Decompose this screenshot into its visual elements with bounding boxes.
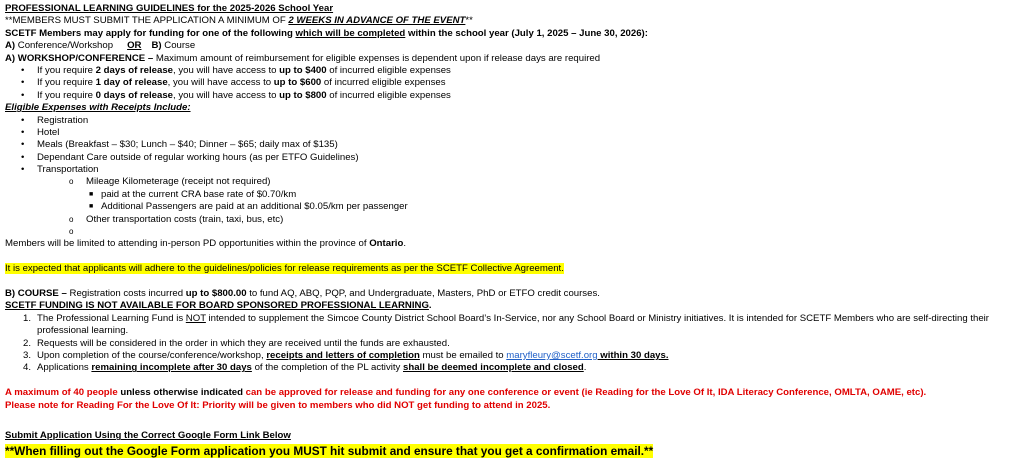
mileage-sub-item <box>5 189 1021 201</box>
numbered-item <box>5 362 1021 374</box>
apply-emphasis: which will be completed <box>295 27 406 39</box>
item-number: 2. <box>23 337 32 349</box>
item-number: 4. <box>23 362 32 374</box>
bullet-text: , you will have access to <box>173 64 280 76</box>
province-name: Ontario <box>369 238 404 250</box>
release-amount: up to $600 <box>273 77 322 89</box>
item-number: 1. <box>23 312 32 324</box>
eligible-item <box>5 139 1021 151</box>
course-amount: up to $800.00 <box>185 287 247 299</box>
members-limit <box>5 238 1021 250</box>
numbered-item <box>5 350 1021 362</box>
section-a-description: Maximum amount of reimbursement for eligible expenses is dependent upon if release days are required <box>153 52 601 64</box>
item-text: Requests will be considered in the order in which they are received until the funds are exhausted. <box>37 337 450 349</box>
section-a-heading <box>5 53 1021 65</box>
empty-list-item <box>5 226 1021 238</box>
eligible-item-label: Meals (Breakfast – $30; Lunch – $40; Dinner – $65; daily max of $135) <box>37 139 338 151</box>
funding-options <box>5 40 1021 52</box>
bullet-text: of incurred eligible expenses <box>321 77 446 89</box>
option-a-label: A) <box>5 40 16 52</box>
release-days: 2 days of release <box>95 64 174 76</box>
release-days: 1 day of release <box>95 77 168 89</box>
release-amount: up to $800 <box>279 89 327 101</box>
section-b-heading <box>5 288 1021 300</box>
eligible-item <box>5 127 1021 139</box>
bullet-text: If you require <box>37 89 96 101</box>
email-link[interactable]: maryfleury@scetf.org <box>506 349 598 361</box>
not-available-end: . <box>428 300 432 312</box>
numbered-item <box>5 338 1021 350</box>
notice-emphasis: 2 WEEKS IN ADVANCE OF THE EVENT <box>288 15 466 27</box>
item-text: Applications <box>37 362 92 374</box>
other-transport-label: Other transportation costs (train, taxi, bus, etc) <box>86 213 284 225</box>
section-a-title: A) WORKSHOP/CONFERENCE – <box>5 52 154 64</box>
members-limit-end: . <box>403 238 407 250</box>
bullet-icon: • <box>21 151 25 163</box>
bullet-icon: • <box>21 89 25 101</box>
section-b-title: B) COURSE – <box>5 287 67 299</box>
circle-bullet-icon: o <box>69 214 74 224</box>
guidelines-document <box>5 3 1021 459</box>
bullet-text: , you will have access to <box>173 89 280 101</box>
option-b-label: B) <box>151 40 162 52</box>
members-limit-text: Members will be limited to attending in-person PD opportunities within the province of <box>5 238 370 250</box>
item-text: intended to supplement the Simcoe County District School Board’s In-Service, nor any School Board or Ministry initiatives. It is intended for SCETF Members who are self-directing their professional learning. <box>37 312 990 337</box>
advance-notice <box>5 15 1021 27</box>
course-types: to fund AQ, ABQ, PQP, and Undergraduate, Masters, PhD or ETFO credit courses. <box>246 287 600 299</box>
bullet-text: , you will have access to <box>167 77 274 89</box>
mileage-item <box>5 176 1021 188</box>
bullet-text: If you require <box>37 64 96 76</box>
bullet-icon: • <box>21 164 25 176</box>
priority-note: Please note for Reading For the Love Of It: Priority will be given to members who did NOT get funding to attend in 2025. <box>5 399 551 411</box>
square-bullet-icon: ■ <box>89 190 94 198</box>
bullet-icon: • <box>21 139 25 151</box>
item-text: Upon completion of the course/conference/workshop, <box>37 349 267 361</box>
bullet-icon: • <box>21 64 25 76</box>
confirmation-warning <box>5 443 1021 459</box>
mileage-label: Mileage Kilometerage (receipt not required) <box>86 176 271 188</box>
bullet-text: If you require <box>37 77 96 89</box>
eligible-item-label: Transportation <box>37 164 99 176</box>
item-text: must be emailed to <box>419 349 507 361</box>
max-people-note <box>5 387 1021 399</box>
release-bullet <box>5 90 1021 102</box>
bullet-text: of incurred eligible expenses <box>326 89 451 101</box>
eligible-expenses-heading: Eligible Expenses with Receipts Include: <box>5 102 191 114</box>
max-people-text: A maximum of 40 people <box>5 387 118 399</box>
numbered-item <box>5 313 1023 338</box>
max-people-rest: can be approved for release and funding for any one conference or event (ie Reading for the Love Of It, IDA Literacy Conference, OMLTA, OAME, etc). <box>242 387 927 399</box>
item-emphasis: shall be deemed incomplete and closed <box>403 362 584 374</box>
mileage-sub-item <box>5 201 1021 213</box>
eligible-item <box>5 152 1021 164</box>
eligible-item <box>5 164 1021 176</box>
not-available-text: SCETF FUNDING IS NOT AVAILABLE FOR BOARD SPONSORED PROFESSIONAL LEARNING <box>5 300 429 312</box>
item-emphasis: NOT <box>185 312 206 324</box>
item-emphasis: receipts and letters of completion <box>266 349 420 361</box>
collective-agreement-note <box>5 263 1021 275</box>
eligible-item-label: Hotel <box>37 126 60 138</box>
bullet-icon: • <box>21 77 25 89</box>
notice-suffix: ** <box>465 15 473 27</box>
release-days: 0 days of release <box>95 89 174 101</box>
eligible-item <box>5 115 1021 127</box>
submit-heading: Submit Application Using the Correct Google Form Link Below <box>5 430 291 442</box>
option-a-text: Conference/Workshop <box>15 40 114 52</box>
mileage-rate: paid at the current CRA base rate of $0.70/km <box>101 188 297 200</box>
section-b-description: Registration costs incurred <box>66 287 186 299</box>
notice-text: **MEMBERS MUST SUBMIT THE APPLICATION A MINIMUM OF <box>5 15 289 27</box>
item-emphasis: remaining incomplete after 30 days <box>91 362 252 374</box>
release-amount: up to $400 <box>279 64 327 76</box>
bullet-text: of incurred eligible expenses <box>326 64 451 76</box>
passenger-rate: Additional Passengers are paid at an additional $0.05/km per passenger <box>101 201 408 213</box>
circle-bullet-icon: o <box>69 227 74 237</box>
warning-text: **When filling out the Google Form application you MUST hit submit and ensure that you get a confirmation email.** <box>5 443 654 458</box>
item-text: of the completion of the PL activity <box>251 362 403 374</box>
item-number: 3. <box>23 349 32 361</box>
bullet-icon: • <box>21 114 25 126</box>
option-b-text: Course <box>161 40 196 52</box>
highlighted-note: It is expected that applicants will adhere to the guidelines/policies for release requirements as per the SCETF Collective Agreement. <box>5 263 564 275</box>
eligible-item-label: Registration <box>37 114 89 126</box>
deadline-text: within 30 days. <box>597 349 669 361</box>
other-transport-item <box>5 214 1021 226</box>
bullet-icon: • <box>21 126 25 138</box>
circle-bullet-icon: o <box>69 177 74 187</box>
apply-dates: within the school year (July 1, 2025 – June 30, 2026): <box>405 27 648 39</box>
option-or: OR <box>127 40 142 52</box>
item-end: . <box>583 362 587 374</box>
release-bullet <box>5 65 1021 77</box>
page-title: PROFESSIONAL LEARNING GUIDELINES for the 2025-2026 School Year <box>5 3 334 14</box>
item-text: The Professional Learning Fund is <box>37 312 186 324</box>
eligible-item-label: Dependant Care outside of regular working hours (as per ETFO Guidelines) <box>37 151 359 163</box>
max-people-condition: unless otherwise indicated <box>117 387 243 399</box>
release-bullet <box>5 77 1021 89</box>
apply-text: SCETF Members may apply for funding for one of the following <box>5 27 296 39</box>
apply-statement <box>5 28 1021 40</box>
board-sponsored-notice <box>5 300 1021 312</box>
square-bullet-icon: ■ <box>89 203 94 211</box>
